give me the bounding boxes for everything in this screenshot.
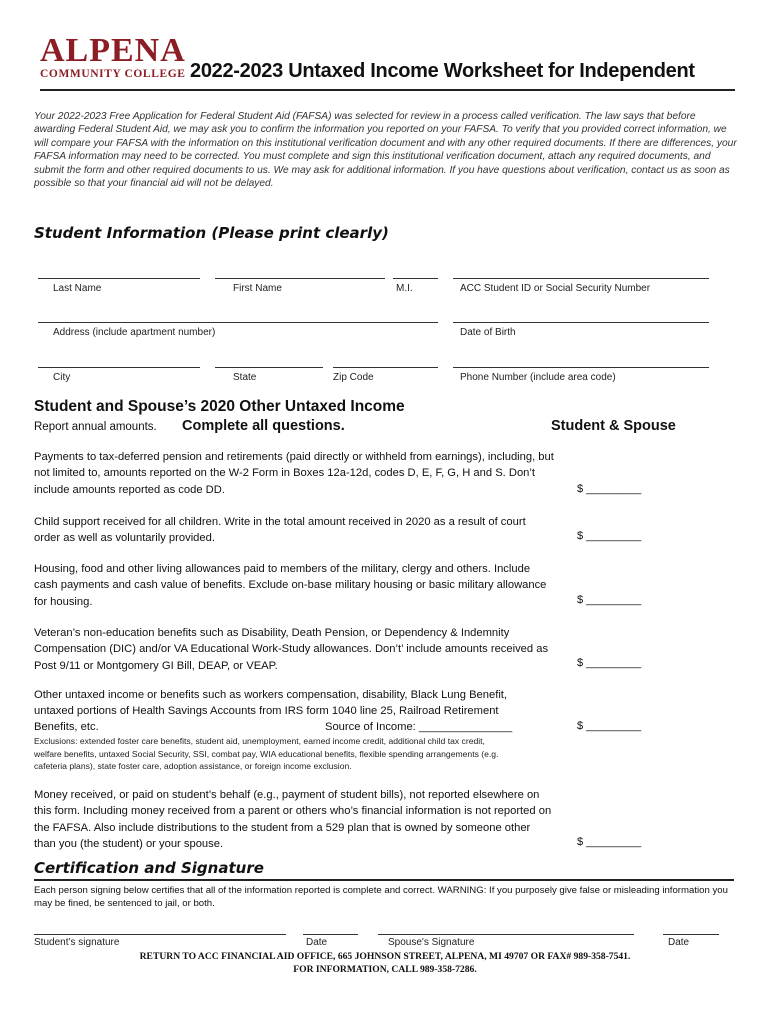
question-other-untaxed-line2: untaxed portions of Health Savings Accounts from IRS form 1040 line 25, Railroad Retirement <box>34 705 499 717</box>
phone-label: Phone Number (include area code) <box>460 372 616 383</box>
college-logo-main: ALPENA <box>40 32 186 69</box>
student-id-field[interactable] <box>453 278 709 279</box>
spouse-date-label: Date <box>668 937 690 948</box>
source-of-income-field[interactable]: Source of Income: _______________ <box>325 721 513 733</box>
student-spouse-column: Student & Spouse <box>551 418 676 434</box>
spouse-date-line[interactable] <box>663 934 719 935</box>
question-housing: Housing, food and other living allowances paid to members of the military, clergy and others. Include cash payments and cash value of benefits. Exclude on-base military housing or basic military allowance for housing. <box>34 563 547 608</box>
student-date-label: Date <box>306 937 328 948</box>
question-money-received: Money received, or paid on student’s behalf (e.g., payment of student bills), not reported elsewhere on this form. Including money received from a parent or others who’s financial information is not reported on the FAFSA. Also include distributions to the student from a 529 plan that is owned by someone other than you (the student) or your spouse. <box>34 789 552 850</box>
page-title: 2022-2023 Untaxed Income Worksheet for Independent <box>190 60 695 82</box>
student-signature-line[interactable] <box>34 934 286 935</box>
complete-all-questions: Complete all questions. <box>182 418 345 434</box>
certification-text: Each person signing below certifies that all of the information reported is complete and correct. WARNING: If you purposely give false or misleading information you may be fined, be sentenced to jail, or both. <box>34 885 728 909</box>
certification-divider <box>34 879 734 881</box>
mi-field[interactable] <box>393 278 438 279</box>
address-label: Address (include apartment number) <box>53 327 216 338</box>
amount-pension[interactable]: $ _________ <box>577 483 642 495</box>
student-signature-label: Student’s signature <box>34 937 120 948</box>
spouse-signature-line[interactable] <box>378 934 634 935</box>
question-other-untaxed-line1: Other untaxed income or benefits such as workers compensation, disability, Black Lung Benefit, <box>34 689 508 701</box>
spouse-signature-label: Spouse's Signature <box>388 937 475 948</box>
mi-label: M.I. <box>396 283 413 294</box>
question-child-support: Child support received for all children. Write in the total amount received in 2020 as a result of court order as well as voluntarily provided. <box>34 516 526 545</box>
question-other-untaxed-line3: Benefits, etc. <box>34 721 99 733</box>
amount-child-support[interactable]: $ _________ <box>577 530 642 542</box>
first-name-label: First Name <box>233 283 282 294</box>
student-date-line[interactable] <box>303 934 358 935</box>
intro-paragraph: Your 2022-2023 Free Application for Federal Student Aid (FAFSA) was selected for review in a process called verification. The law says that before awarding Federal Student Aid, we may ask you to confirm the information you reported on your FAFSA. To verify that you provided correct information, we will compare your FAFSA with the information on this institutional verification document and with any other required documents. If there are differences, your FAFSA information may need to be corrected. You must complete and sign this institutional verification document, attach any required documents, and submit the form and other required documents to us. We may ask for additional information. If you have questions about verification, contact us as soon as possible so that your financial aid will not be delayed. <box>34 111 737 190</box>
college-logo-sub: COMMUNITY COLLEGE <box>40 68 186 80</box>
phone-field[interactable] <box>453 367 709 368</box>
first-name-field[interactable] <box>215 278 385 279</box>
dob-label: Date of Birth <box>460 327 516 338</box>
amount-housing[interactable]: $ _________ <box>577 594 642 606</box>
untaxed-income-heading: Student and Spouse’s 2020 Other Untaxed Income <box>34 398 405 415</box>
title-divider <box>40 89 735 91</box>
state-field[interactable] <box>215 367 323 368</box>
last-name-label: Last Name <box>53 283 102 294</box>
amount-other-untaxed[interactable]: $ _________ <box>577 720 642 732</box>
certification-heading: Certification and Signature <box>34 859 264 877</box>
address-field[interactable] <box>38 322 438 323</box>
state-label: State <box>233 372 257 383</box>
exclusions-note: Exclusions: extended foster care benefits, student aid, unemployment, earned income credit, additional child tax credit, welfare benefits, untaxed Social Security, SSI, combat pay, WIA educational benefits, flexible spending arrangements (e.g. cafeteria plans), state foster care, adoption assistance, or foreign income exclusion. <box>34 736 499 772</box>
zip-field[interactable] <box>333 367 438 368</box>
student-id-label: ACC Student ID or Social Security Number <box>460 283 651 294</box>
zip-label: Zip Code <box>333 372 374 383</box>
dob-field[interactable] <box>453 322 709 323</box>
city-label: City <box>53 372 71 383</box>
question-pension: Payments to tax-deferred pension and retirements (paid directly or withheld from earnings), including, but not limited to, amounts reported on the W-2 Form in Boxes 12a-12d, codes D, E, F, G, H and S. Don’t include amounts reported as code DD. <box>34 451 554 496</box>
report-annual-amounts: Report annual amounts. <box>34 421 157 433</box>
amount-money-received[interactable]: $ _________ <box>577 836 642 848</box>
city-field[interactable] <box>38 367 200 368</box>
amount-veterans[interactable]: $ _________ <box>577 657 642 669</box>
footer-return-address: RETURN TO ACC FINANCIAL AID OFFICE, 665 JOHNSON STREET, ALPENA, MI 49707 OR FAX# 989-358-7541. <box>139 951 631 962</box>
last-name-field[interactable] <box>38 278 200 279</box>
question-veterans: Veteran’s non-education benefits such as Disability, Death Pension, or Dependency & Indemnity Compensation (DIC) and/or VA Educational Work-Study allowances. Don’t’ include amounts received as Post 9/11 or Montgomery GI Bill, DEAP, or VEAP. <box>34 627 549 672</box>
footer-phone: FOR INFORMATION, CALL 989-358-7286. <box>293 964 477 975</box>
student-info-heading: Student Information (Please print clearly) <box>34 224 389 242</box>
